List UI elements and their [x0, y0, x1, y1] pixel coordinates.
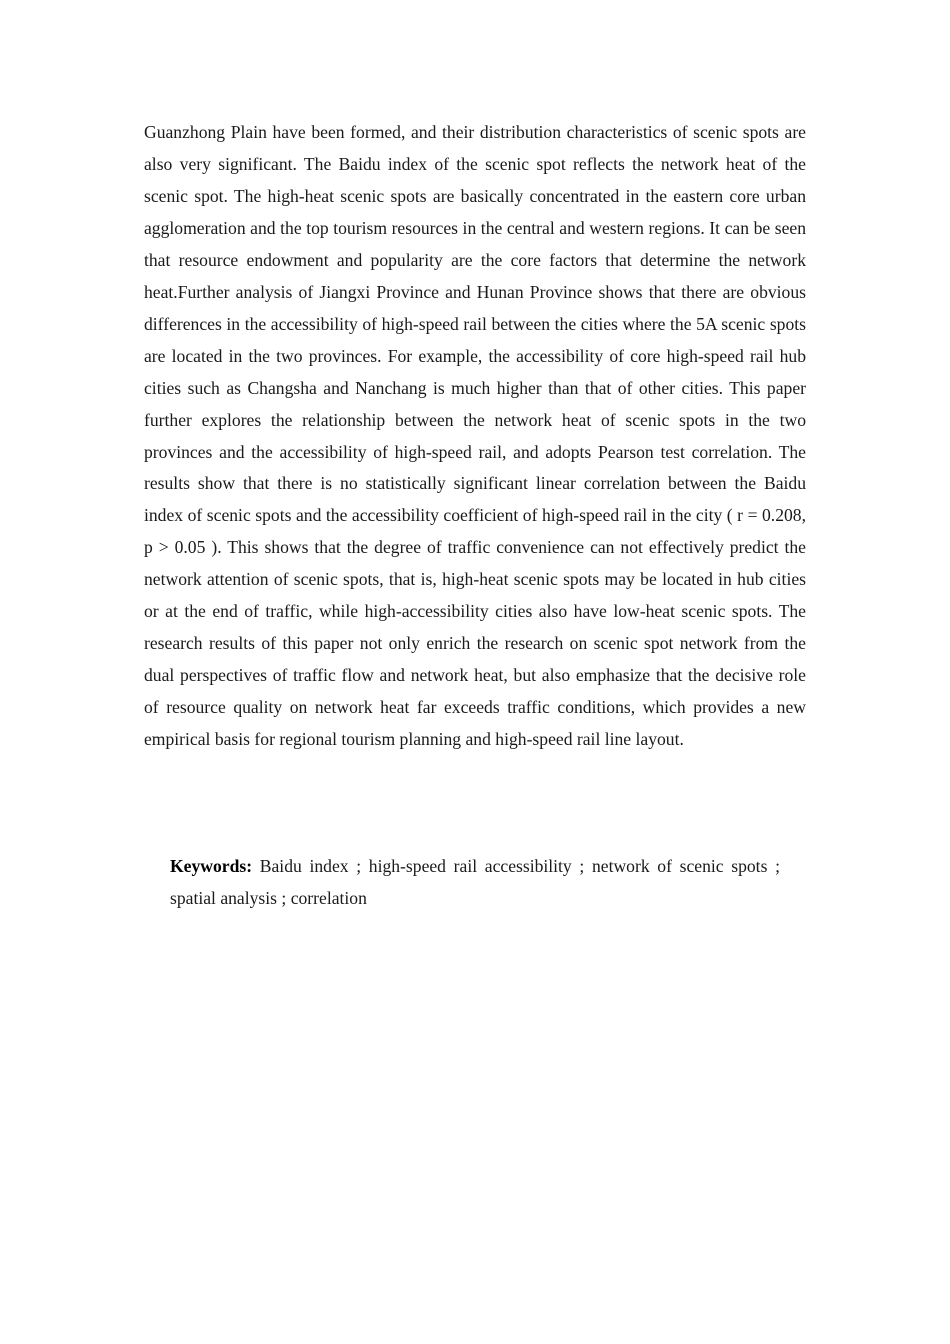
abstract-paragraph: Guanzhong Plain have been formed, and their distribution characteristics of scenic spots are also very significant. The Baidu index of the scenic spot reflects the network heat of the scenic spot. The high-heat scenic spots are basically concentrated in the eastern core urban agglomeration and the top tourism resources in the central and western regions. It can be seen that resource endowment and popularity are the core factors that determine the network heat.Further analysis of Jiangxi Province and Hunan Province shows that there are obvious differences in the accessibility of high-speed rail between the cities where the 5A scenic spots are located in the two provinces. For example, the accessibility of core high-speed rail hub cities such as Changsha and Nanchang is much higher than that of other cities. This paper further explores the relationship between the network heat of scenic spots in the two provinces and the accessibility of high-speed rail, and adopts Pearson test correlation. The results show that there is no statistically significant linear correlation between the Baidu index of scenic spots and the accessibility coefficient of high-speed rail in the city ( r = 0.208, p > 0.05 ). This shows that the degree of traffic convenience can not effectively predict the network attention of scenic spots, that is, high-heat scenic spots may be located in hub cities or at the end of traffic, while high-accessibility cities also have low-heat scenic spots. The research results of this paper not only enrich the research on scenic spot network from the dual perspectives of traffic flow and network heat, but also emphasize that the decisive role of resource quality on network heat far exceeds traffic conditions, which provides a new empirical basis for regional tourism planning and high-speed rail line layout.	[144, 122, 806, 750]
keywords-list: Baidu index ; high-speed rail accessibility ; network of scenic spots ; spatial analysis ; correlation	[170, 856, 780, 908]
keywords-label: Keywords:	[170, 856, 253, 876]
keywords-line	[170, 850, 780, 914]
